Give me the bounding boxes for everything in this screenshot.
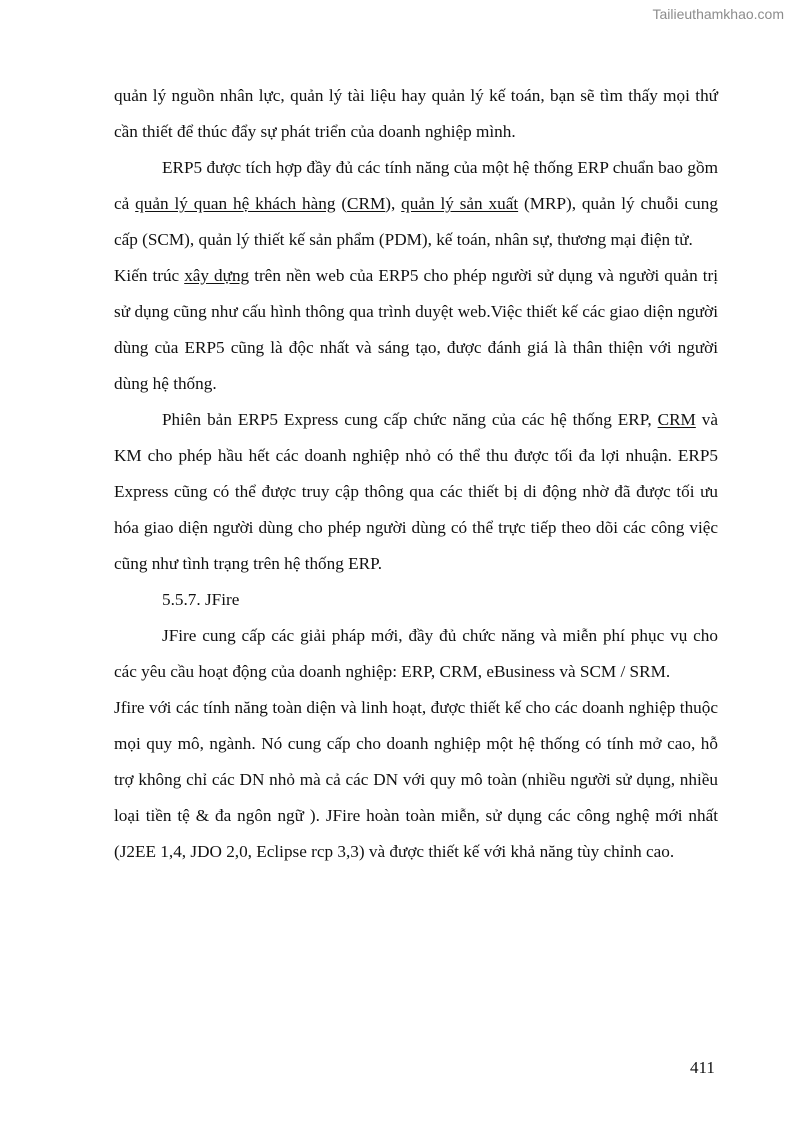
link-crm[interactable]: CRM <box>347 194 386 213</box>
text-span: (MRP), quản lý chuỗi cung cấp (SCM), quản lý thiết kế sản phẩm (PDM), kế toán, nhân sự, thương mại điện tử. <box>114 194 718 249</box>
link-production-management[interactable]: quản lý sản xuất <box>401 194 519 213</box>
page-number: 411 <box>690 1058 715 1077</box>
text-span: ( <box>335 194 348 213</box>
text-span: ), <box>385 194 402 213</box>
paragraph-erp5-architecture <box>114 258 718 402</box>
paragraph-jfire-details: Jfire với các tính năng toàn diện và linh hoạt, được thiết kế cho các doanh nghiệp thuộc mọi quy mô, ngành. Nó cung cấp cho doanh nghiệp một hệ thống có tính mở cao, hỗ trợ không chỉ các DN nhỏ mà cả các DN với quy mô toàn (nhiều người sử dụng, nhiều loại tiền tệ & đa ngôn ngữ ). JFire hoàn toàn miễn, sử dụng các công nghệ mới nhất (J2EE 1,4, JDO 2,0, Eclipse rcp 3,3) và được thiết kế với khả năng tùy chỉnh cao. <box>114 698 718 861</box>
text-span: Phiên bản ERP5 Express cung cấp chức năng của các hệ thống ERP, <box>162 410 658 429</box>
link-build[interactable]: xây dựng <box>184 266 250 285</box>
text-span: trên nền web của ERP5 cho phép người sử dụng và người quản trị sử dụng cũng như cấu hình thông qua trình duyệt web.Việc thiết kế các giao diện người dùng của ERP5 cũng là độc nhất và sáng tạo, được đánh giá là thân thiện với người dùng hệ thống. <box>114 266 718 393</box>
text-span: Kiến trúc <box>114 266 185 285</box>
text-span: ERP5 được tích hợp đầy đủ các tính năng của một hệ thống ERP chuẩn bao gồm cả <box>114 158 718 213</box>
link-crm-2[interactable]: CRM <box>657 410 696 429</box>
paragraph-erp5-express <box>114 402 718 582</box>
link-customer-relationship[interactable]: quản lý quan hệ khách hàng <box>135 194 336 213</box>
paragraph-intro-continuation: quản lý nguồn nhân lực, quản lý tài liệu hay quản lý kế toán, bạn sẽ tìm thấy mọi thứ cần thiết để thúc đẩy sự phát triển của doanh nghiệp mình. <box>114 86 718 141</box>
section-heading-jfire: 5.5.7. JFire <box>162 590 240 609</box>
document-body <box>114 78 718 870</box>
watermark-text: Tailieuthamkhao.com <box>652 6 784 22</box>
text-span: và KM cho phép hầu hết các doanh nghiệp nhỏ có thể thu được tối đa lợi nhuận. ERP5 Express cũng có thể được truy cập thông qua các thiết bị di động nhờ đã được tối ưu hóa giao diện người dùng cho phép người dùng có thể trực tiếp theo dõi các công việc cũng như tình trạng trên hệ thống ERP. <box>114 410 718 573</box>
paragraph-jfire-intro: JFire cung cấp các giải pháp mới, đầy đủ chức năng và miễn phí phục vụ cho các yêu cầu hoạt động của doanh nghiệp: ERP, CRM, eBusiness và SCM / SRM. <box>114 626 718 681</box>
paragraph-erp5-features <box>114 150 718 258</box>
